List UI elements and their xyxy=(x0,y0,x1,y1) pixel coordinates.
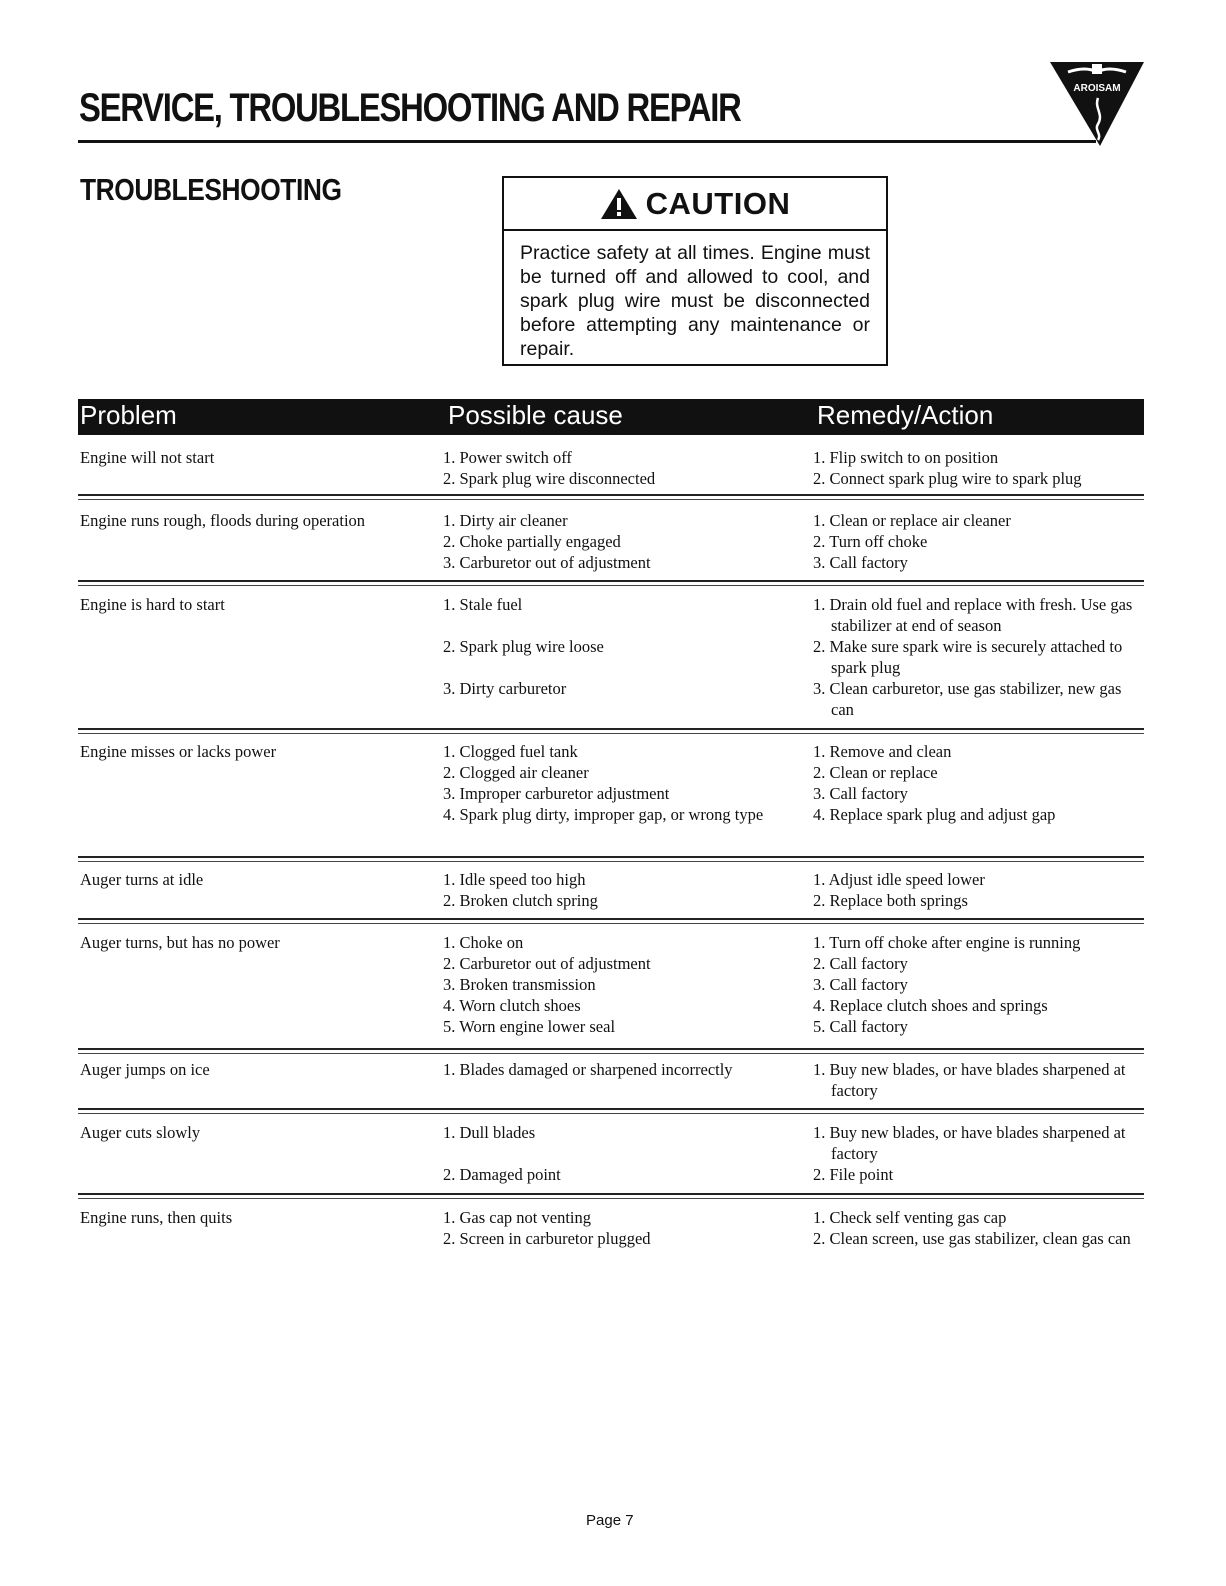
remedy-item: 3. Clean carburetor, use gas stabilizer, new gas can xyxy=(813,679,1122,719)
remedy-item: 2. Clean or replace xyxy=(813,763,938,782)
remedy-item: 2. Turn off choke xyxy=(813,532,928,551)
title-rule xyxy=(78,140,1096,143)
remedy-item: 1. Flip switch to on position xyxy=(813,448,999,467)
row-separator xyxy=(78,918,1144,924)
caution-text: Practice safety at all times. Engine must be turned off and allowed to cool, and spark plug wire must be disconnected before attempting any maintenance or repair. xyxy=(520,242,870,360)
remedy-item: 1. Turn off choke after engine is running xyxy=(813,933,1081,952)
cause-item: 1. Blades damaged or sharpened incorrectly xyxy=(443,1060,733,1079)
page-title: SERVICE, TROUBLESHOOTING AND REPAIR xyxy=(79,86,741,130)
brand-logo-icon xyxy=(1046,58,1148,148)
remedy-item: 1. Check self venting gas cap xyxy=(813,1208,1007,1227)
page-number: Page 7 xyxy=(586,1512,634,1529)
row-problem: Auger cuts slowly xyxy=(80,1123,201,1142)
row-separator xyxy=(78,1048,1144,1054)
cause-item: 2. Carburetor out of adjustment xyxy=(443,954,651,973)
remedy-item: 1. Clean or replace air cleaner xyxy=(813,511,1011,530)
cause-item: 4. Worn clutch shoes xyxy=(443,996,581,1015)
cause-item: 3. Dirty carburetor xyxy=(443,679,567,698)
cause-item: 3. Carburetor out of adjustment xyxy=(443,553,651,572)
remedy-item: 2. File point xyxy=(813,1165,894,1184)
header-problem: Problem xyxy=(80,400,177,430)
remedy-item: 1. Buy new blades, or have blades sharpened at factory xyxy=(813,1060,1126,1100)
caution-header xyxy=(504,178,886,231)
remedy-item: 1. Drain old fuel and replace with fresh. Use gas stabilizer at end of season xyxy=(813,595,1133,635)
remedy-item: 4. Replace spark plug and adjust gap xyxy=(813,805,1056,824)
row-separator xyxy=(78,494,1144,500)
remedy-item: 2. Make sure spark wire is securely attached to spark plug xyxy=(813,637,1123,677)
cause-item: 1. Clogged fuel tank xyxy=(443,742,578,761)
cause-item: 2. Screen in carburetor plugged xyxy=(443,1229,651,1248)
logo-text: AROISAM xyxy=(1073,83,1121,94)
row-problem: Engine misses or lacks power xyxy=(80,742,277,761)
cause-item: 1. Idle speed too high xyxy=(443,870,586,889)
cause-item: 2. Broken clutch spring xyxy=(443,891,598,910)
cause-item: 1. Gas cap not venting xyxy=(443,1208,592,1227)
row-separator xyxy=(78,1193,1144,1199)
remedy-item: 2. Clean screen, use gas stabilizer, clean gas can xyxy=(813,1229,1131,1248)
row-separator xyxy=(78,1108,1144,1114)
header-remedy-action: Remedy/Action xyxy=(817,400,994,430)
cause-item: 3. Improper carburetor adjustment xyxy=(443,784,670,803)
cause-item: 1. Dull blades xyxy=(443,1123,536,1142)
caution-box xyxy=(502,176,888,366)
cause-item: 2. Damaged point xyxy=(443,1165,561,1184)
row-problem: Engine will not start xyxy=(80,448,215,467)
caution-label: CAUTION xyxy=(645,185,791,221)
remedy-item: 3. Call factory xyxy=(813,553,908,572)
cause-item: 5. Worn engine lower seal xyxy=(443,1017,616,1036)
cause-item: 3. Broken transmission xyxy=(443,975,596,994)
row-problem: Engine runs, then quits xyxy=(80,1208,233,1227)
cause-item: 1. Power switch off xyxy=(443,448,572,467)
remedy-item: 1. Buy new blades, or have blades sharpened at factory xyxy=(813,1123,1126,1163)
cause-item: 1. Stale fuel xyxy=(443,595,523,614)
cause-item: 1. Dirty air cleaner xyxy=(443,511,568,530)
warning-triangle-icon xyxy=(600,188,638,220)
remedy-item: 3. Call factory xyxy=(813,784,908,803)
cause-item: 2. Spark plug wire loose xyxy=(443,637,604,656)
row-separator xyxy=(78,728,1144,734)
remedy-item: 3. Call factory xyxy=(813,975,908,994)
cause-item: 4. Spark plug dirty, improper gap, or wrong type xyxy=(443,805,764,824)
row-separator xyxy=(78,856,1144,862)
row-separator xyxy=(78,580,1144,586)
remedy-item: 2. Connect spark plug wire to spark plug xyxy=(813,469,1082,488)
row-problem: Auger turns at idle xyxy=(80,870,204,889)
header-possible-cause: Possible cause xyxy=(448,400,623,430)
row-problem: Engine runs rough, floods during operation xyxy=(80,511,366,530)
cause-item: 2. Spark plug wire disconnected xyxy=(443,469,656,488)
row-problem: Auger turns, but has no power xyxy=(80,933,280,952)
remedy-item: 1. Remove and clean xyxy=(813,742,952,761)
remedy-item: 1. Adjust idle speed lower xyxy=(813,870,985,889)
cause-item: 2. Choke partially engaged xyxy=(443,532,621,551)
remedy-item: 4. Replace clutch shoes and springs xyxy=(813,996,1048,1015)
remedy-item: 2. Call factory xyxy=(813,954,908,973)
section-title: TROUBLESHOOTING xyxy=(80,172,342,207)
table-header xyxy=(78,399,1144,435)
row-problem: Engine is hard to start xyxy=(80,595,225,614)
cause-item: 2. Clogged air cleaner xyxy=(443,763,589,782)
row-problem: Auger jumps on ice xyxy=(80,1060,210,1079)
remedy-item: 2. Replace both springs xyxy=(813,891,968,910)
cause-item: 1. Choke on xyxy=(443,933,524,952)
remedy-item: 5. Call factory xyxy=(813,1017,908,1036)
